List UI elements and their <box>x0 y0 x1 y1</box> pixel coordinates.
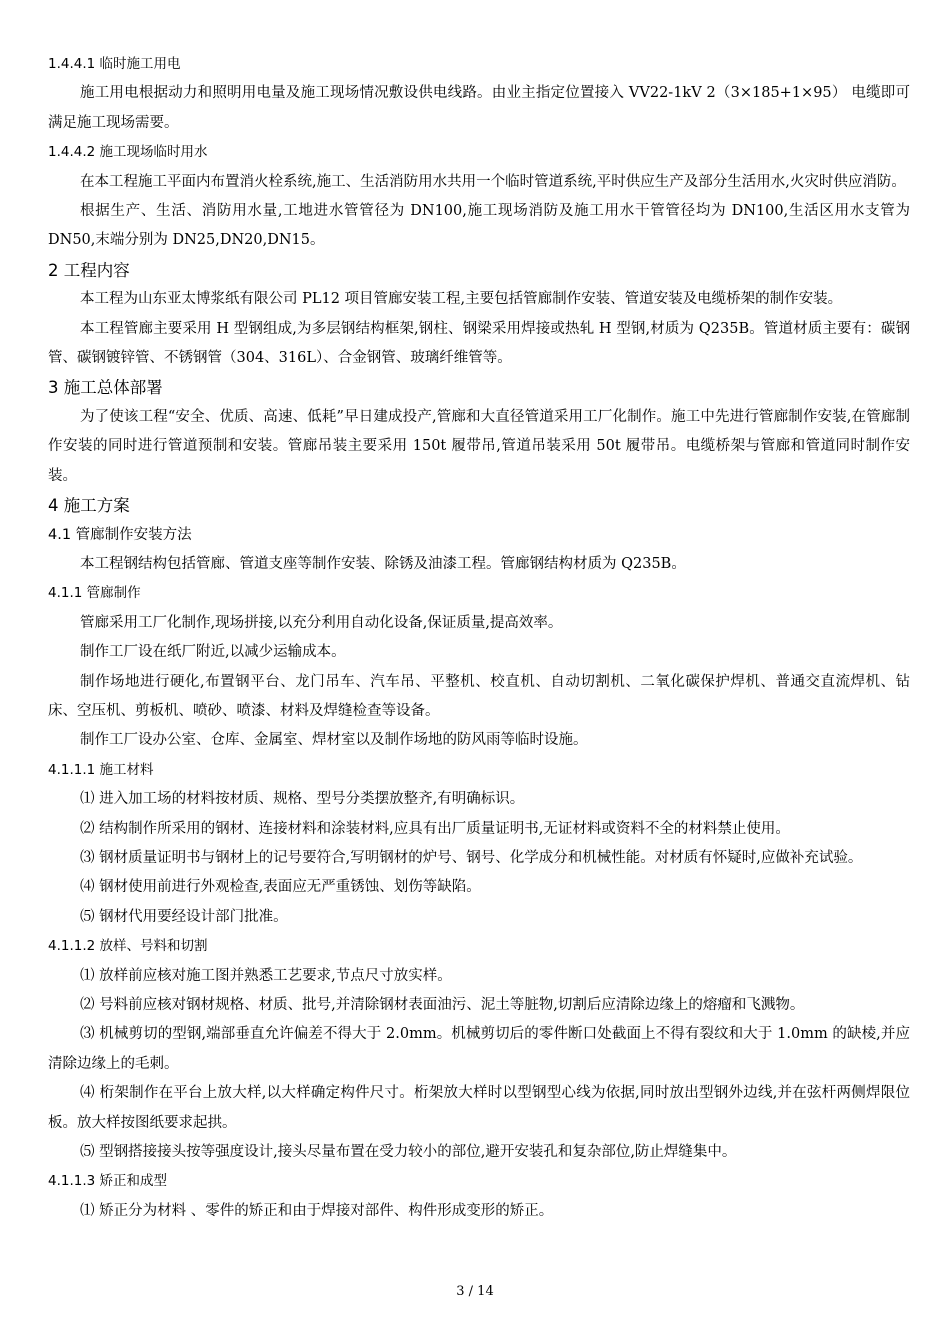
heading-4-1-1-3: 4.1.1.3 矫正和成型 <box>48 1173 168 1190</box>
list-item: ⑶ 机械剪切的型钢,端部垂直允许偏差不得大于 2.0mm。机械剪切后的零件断口处截面上不得有裂纹和大于 1.0mm 的缺棱,并应清除边缘上的毛刺。 <box>48 1026 910 1072</box>
paragraph: 制作工厂设在纸厂附近,以减少运输成本。 <box>80 644 346 661</box>
list-item: ⑴ 矫正分为材料 、零件的矫正和由于焊接对部件、构件形成变形的矫正。 <box>80 1202 554 1219</box>
list-item: ⑸ 钢材代用要经设计部门批准。 <box>80 908 288 925</box>
section-title-4: 4 施工方案 <box>48 496 130 516</box>
page-number: 3 / 14 <box>456 1284 494 1299</box>
paragraph: 制作工厂设办公室、仓库、金属室、焊材室以及制作场地的防风雨等临时设施。 <box>80 732 588 749</box>
list-item: ⑴ 放样前应核对施工图并熟悉工艺要求,节点尺寸放实样。 <box>80 967 452 984</box>
list-item: ⑴ 进入加工场的材料按材质、规格、型号分类摆放整齐,有明确标识。 <box>80 791 525 808</box>
paragraph: 施工用电根据动力和照明用电量及施工现场情况敷设供电线路。由业主指定位置接入 VV22-1kV 2（3×185+1×95） 电缆即可满足施工现场需要。 <box>48 85 910 131</box>
document-body <box>48 50 910 1226</box>
heading-1-4-4-1: 1.4.4.1 临时施工用电 <box>48 56 181 72</box>
list-item: ⑵ 结构制作所采用的钢材、连接材料和涂装材料,应具有出厂质量证明书,无证材料或资料不全的材料禁止使用。 <box>80 820 790 837</box>
paragraph: 本工程为山东亚太博浆纸有限公司 PL12 项目管廊安装工程,主要包括管廊制作安装、管道安装及电缆桥架的制作安装。 <box>80 291 843 308</box>
paragraph: 根据生产、生活、消防用水量,工地进水管管径为 DN100,施工现场消防及施工用水干管管径均为 DN100,生活区用水支管为 DN50,末端分别为 DN25,DN20,DN15。 <box>48 203 910 249</box>
heading-4-1-1-1: 4.1.1.1 施工材料 <box>48 761 154 778</box>
list-item: ⑷ 桁架制作在平台上放大样,以大样确定构件尺寸。桁架放大样时以型钢型心线为依据,同时放出型钢外边线,并在弦杆两侧焊限位板。放大样按图纸要求起拱。 <box>48 1085 910 1131</box>
list-item: ⑵ 号料前应核对钢材规格、材质、批号,并清除钢材表面油污、泥土等脏物,切割后应清除边缘上的熔瘤和飞溅物。 <box>80 997 805 1013</box>
list-item: ⑸ 型钢搭接接头按等强度设计,接头尽量布置在受力较小的部位,避开安装孔和复杂部位,防止焊缝集中。 <box>80 1144 737 1161</box>
section-title-3: 3 施工总体部署 <box>48 378 163 398</box>
heading-4-1-1-2: 4.1.1.2 放样、号料和切割 <box>48 938 208 955</box>
paragraph: 在本工程施工平面内布置消火栓系统,施工、生活消防用水共用一个临时管道系统,平时供应生产及部分生活用水,火灾时供应消防。 <box>80 173 906 190</box>
heading-4-1: 4.1 管廊制作安装方法 <box>48 526 192 543</box>
paragraph: 为了使该工程“安全、优质、高速、低耗”早日建成投产,管廊和大直径管道采用工厂化制作。施工中先进行管廊制作安装,在管廊制作安装的同时进行管道预制和安装。管廊吊装主要采用 150t 履带吊,管道吊装采用 50t 履带吊。电缆桥架与管廊和管道同时制作安装。 <box>48 408 910 484</box>
heading-4-1-1: 4.1.1 管廊制作 <box>48 585 141 602</box>
paragraph: 本工程管廊主要采用 H 型钢组成,为多层钢结构框架,钢柱、钢梁采用焊接或热轧 H 型钢,材质为 Q235B。管道材质主要有：碳钢管、碳钢镀锌管、不锈钢管（304、316L）、合金钢管、玻璃纤维管等。 <box>48 320 910 367</box>
section-title-2: 2 工程内容 <box>48 260 130 280</box>
paragraph: 管廊采用工厂化制作,现场拼接,以充分利用自动化设备,保证质量,提高效率。 <box>80 614 563 631</box>
paragraph: 本工程钢结构包括管廊、管道支座等制作安装、除锈及油漆工程。管廊钢结构材质为 Q235B。 <box>80 555 686 572</box>
heading-1-4-4-2: 1.4.4.2 施工现场临时用水 <box>48 144 208 161</box>
paragraph: 制作场地进行硬化,布置钢平台、龙门吊车、汽车吊、平整机、校直机、自动切割机、二氧化碳保护焊机、普通交直流焊机、钻床、空压机、剪板机、喷砂、喷漆、材料及焊缝检查等设备。 <box>48 673 910 719</box>
list-item: ⑶ 钢材质量证明书与钢材上的记号要符合,写明钢材的炉号、钢号、化学成分和机械性能。对材质有怀疑时,应做补充试验。 <box>80 849 863 866</box>
list-item: ⑷ 钢材使用前进行外观检查,表面应无严重锈蚀、划伤等缺陷。 <box>80 879 481 896</box>
